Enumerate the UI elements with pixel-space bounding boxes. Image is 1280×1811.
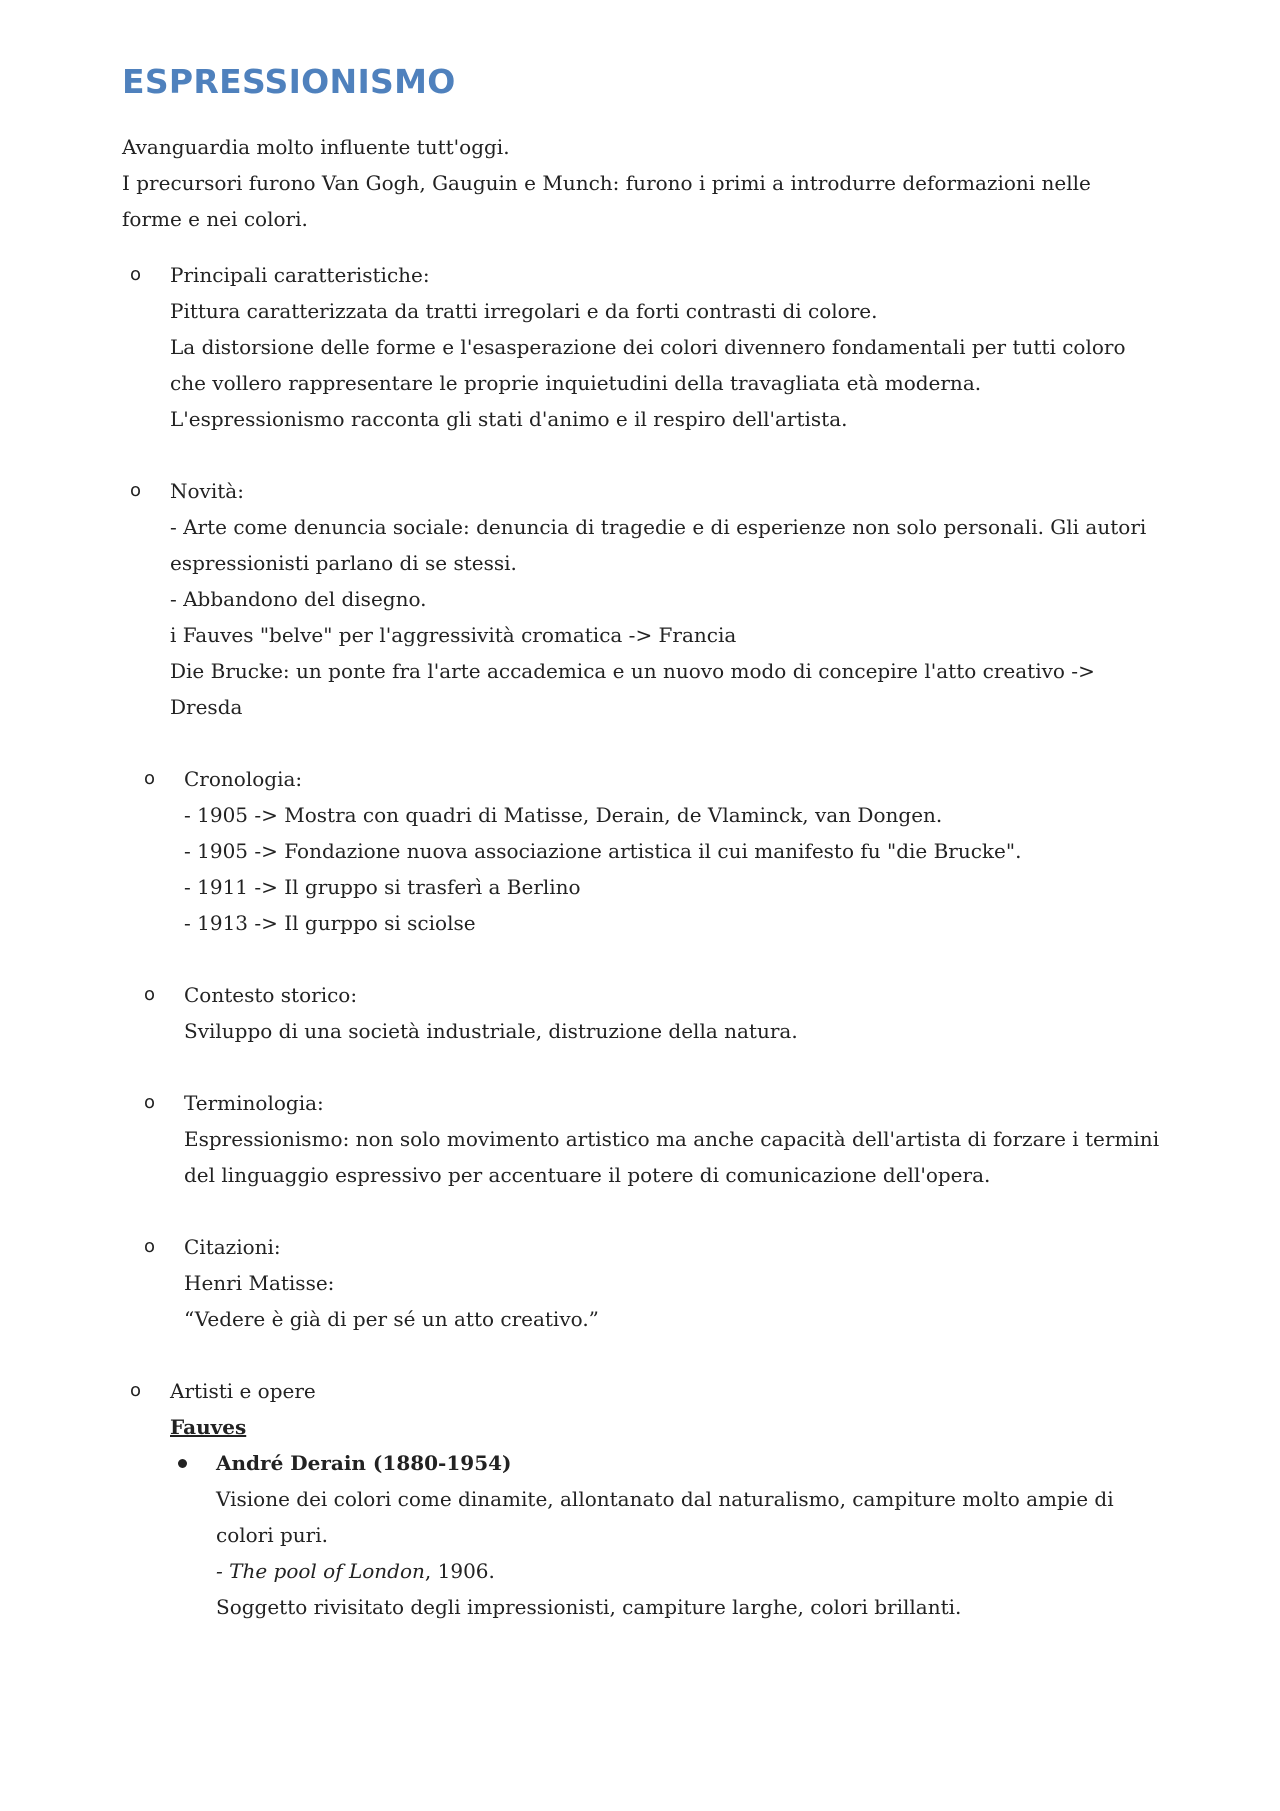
quote-line: “Vedere è già di per sé un atto creativo.” — [184, 1307, 599, 1331]
section-line: Espressionismo: non solo movimento artistico ma anche capacità dell'artista di forzare i termini — [184, 1127, 1160, 1151]
section-line: espressionisti parlano di se stessi. — [170, 551, 517, 575]
document-page — [122, 62, 1172, 1625]
section-caratteristiche — [122, 257, 1172, 437]
hollow-bullet-icon: o — [144, 1092, 156, 1113]
hollow-bullet-icon: o — [130, 264, 142, 285]
section-line: - Abbandono del disegno. — [170, 587, 427, 611]
artist-entry — [170, 1445, 1172, 1625]
artwork-prefix: - — [216, 1559, 230, 1583]
section-heading: Principali caratteristiche: — [170, 263, 430, 287]
spacer — [122, 1049, 1172, 1085]
intro-line: I precursori furono Van Gogh, Gauguin e Munch: furono i primi a introdurre deformazioni nelle — [122, 171, 1091, 195]
section-contesto — [122, 977, 1172, 1049]
spacer — [122, 437, 1172, 473]
intro-paragraph — [122, 129, 1172, 237]
group-heading: Fauves — [170, 1415, 247, 1439]
hollow-bullet-icon: o — [130, 1380, 142, 1401]
intro-line: Avanguardia molto influente tutt'oggi. — [122, 135, 510, 159]
spacer — [122, 941, 1172, 977]
artist-description: Visione dei colori come dinamite, allontanato dal naturalismo, campiture molto ampie di — [216, 1487, 1114, 1511]
artist-description: colori puri. — [216, 1523, 328, 1547]
artwork-description: Soggetto rivisitato degli impressionisti, campiture larghe, colori brillanti. — [216, 1595, 962, 1619]
section-terminologia — [122, 1085, 1172, 1193]
section-line: - 1911 -> Il gruppo si trasferì a Berlino — [184, 875, 581, 899]
section-heading: Citazioni: — [184, 1235, 281, 1259]
hollow-bullet-icon: o — [144, 1236, 156, 1257]
artwork-year: , 1906. — [424, 1559, 495, 1583]
section-cronologia — [122, 761, 1172, 941]
section-heading: Contesto storico: — [184, 983, 358, 1007]
section-heading: Cronologia: — [184, 767, 303, 791]
section-line: Pittura caratterizzata da tratti irregolari e da forti contrasti di colore. — [170, 299, 878, 323]
spacer — [122, 725, 1172, 761]
artist-name: André Derain (1880-1954) — [216, 1451, 512, 1475]
artwork-title: The pool of London — [229, 1559, 425, 1583]
section-heading: Artisti e opere — [170, 1379, 316, 1403]
section-line: Sviluppo di una società industriale, distruzione della natura. — [184, 1019, 798, 1043]
spacer — [122, 1337, 1172, 1373]
section-heading: Terminologia: — [184, 1091, 324, 1115]
filled-bullet-icon — [178, 1459, 187, 1468]
section-line: - 1905 -> Fondazione nuova associazione artistica il cui manifesto fu "die Brucke". — [184, 839, 1022, 863]
hollow-bullet-icon: o — [144, 768, 156, 789]
section-line: La distorsione delle forme e l'esasperazione dei colori divennero fondamentali per tutti coloro — [170, 335, 1126, 359]
hollow-bullet-icon: o — [144, 984, 156, 1005]
hollow-bullet-icon: o — [130, 480, 142, 501]
section-line: che vollero rappresentare le proprie inquietudini della travagliata età moderna. — [170, 371, 982, 395]
section-heading: Novità: — [170, 479, 244, 503]
spacer — [122, 1193, 1172, 1229]
section-line: Henri Matisse: — [184, 1271, 335, 1295]
section-citazioni — [122, 1229, 1172, 1337]
section-line: - Arte come denuncia sociale: denuncia di tragedie e di esperienze non solo personali. Gli autori — [170, 515, 1147, 539]
section-line: del linguaggio espressivo per accentuare il potere di comunicazione dell'opera. — [184, 1163, 991, 1187]
section-line: - 1913 -> Il gurppo si sciolse — [184, 911, 476, 935]
section-line: - 1905 -> Mostra con quadri di Matisse, Derain, de Vlaminck, van Dongen. — [184, 803, 943, 827]
section-line: i Fauves "belve" per l'aggressività cromatica -> Francia — [170, 623, 737, 647]
section-artisti — [122, 1373, 1172, 1625]
intro-line: forme e nei colori. — [122, 207, 308, 231]
section-line: L'espressionismo racconta gli stati d'animo e il respiro dell'artista. — [170, 407, 848, 431]
section-novita — [122, 473, 1172, 725]
artwork-line — [216, 1553, 1172, 1589]
section-line: Dresda — [170, 695, 243, 719]
section-line: Die Brucke: un ponte fra l'arte accademica e un nuovo modo di concepire l'atto creativo -> — [170, 659, 1095, 683]
page-title: ESPRESSIONISMO — [122, 62, 456, 101]
